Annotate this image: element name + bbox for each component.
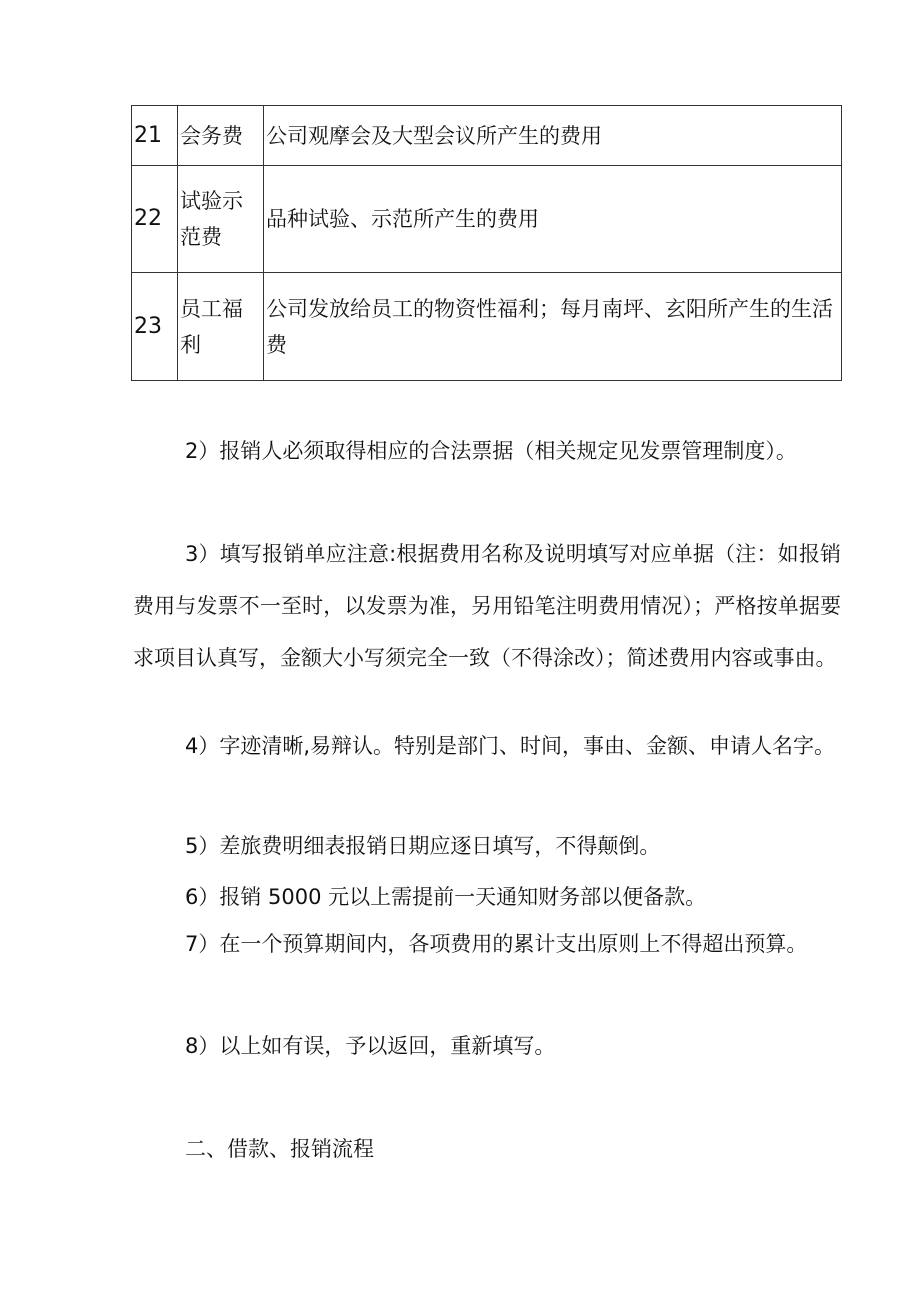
item-name: 试验示范费 [178,166,264,273]
rule-paragraph-6: 6）报销 5000 元以上需提前一天通知财务部以便备款。 [185,885,707,909]
rule-paragraph-7: 7）在一个预算期间内，各项费用的累计支出原则上不得超出预算。 [185,932,808,956]
item-description: 公司发放给员工的物资性福利；每月南坪、玄阳所产生的生活费 [264,273,842,381]
table-row [132,166,842,273]
rule-paragraph-5: 5）差旅费明细表报销日期应逐日填写，不得颠倒。 [185,834,661,858]
item-number: 21 [132,106,178,166]
rule-paragraph-3: 3）填写报销单应注意:根据费用名称及说明填写对应单据（注：如报销费用与发票不一至时，以发票为准，另用铅笔注明费用情况）；严格按单据要求项目认真写，金额大小写须完全一致（不得涂改）；简述费用内容或事由。 [133,542,841,670]
rule-paragraph-4: 4）字迹清晰,易辩认。特别是部门、时间，事由、金额、申请人名字。 [185,734,836,758]
table-row [132,106,842,166]
expense-category-table [131,105,842,381]
item-description: 品种试验、示范所产生的费用 [264,166,842,273]
item-description: 公司观摩会及大型会议所产生的费用 [264,106,842,166]
item-name: 员工福利 [178,273,264,381]
rule-paragraph-2: 2）报销人必须取得相应的合法票据（相关规定见发票管理制度）。 [185,439,797,463]
item-name: 会务费 [178,106,264,166]
item-number: 23 [132,273,178,381]
item-number: 22 [132,166,178,273]
table-row [132,273,842,381]
section-heading: 二、借款、报销流程 [185,1137,374,1161]
rule-paragraph-8: 8）以上如有误，予以返回，重新填写。 [185,1034,556,1058]
